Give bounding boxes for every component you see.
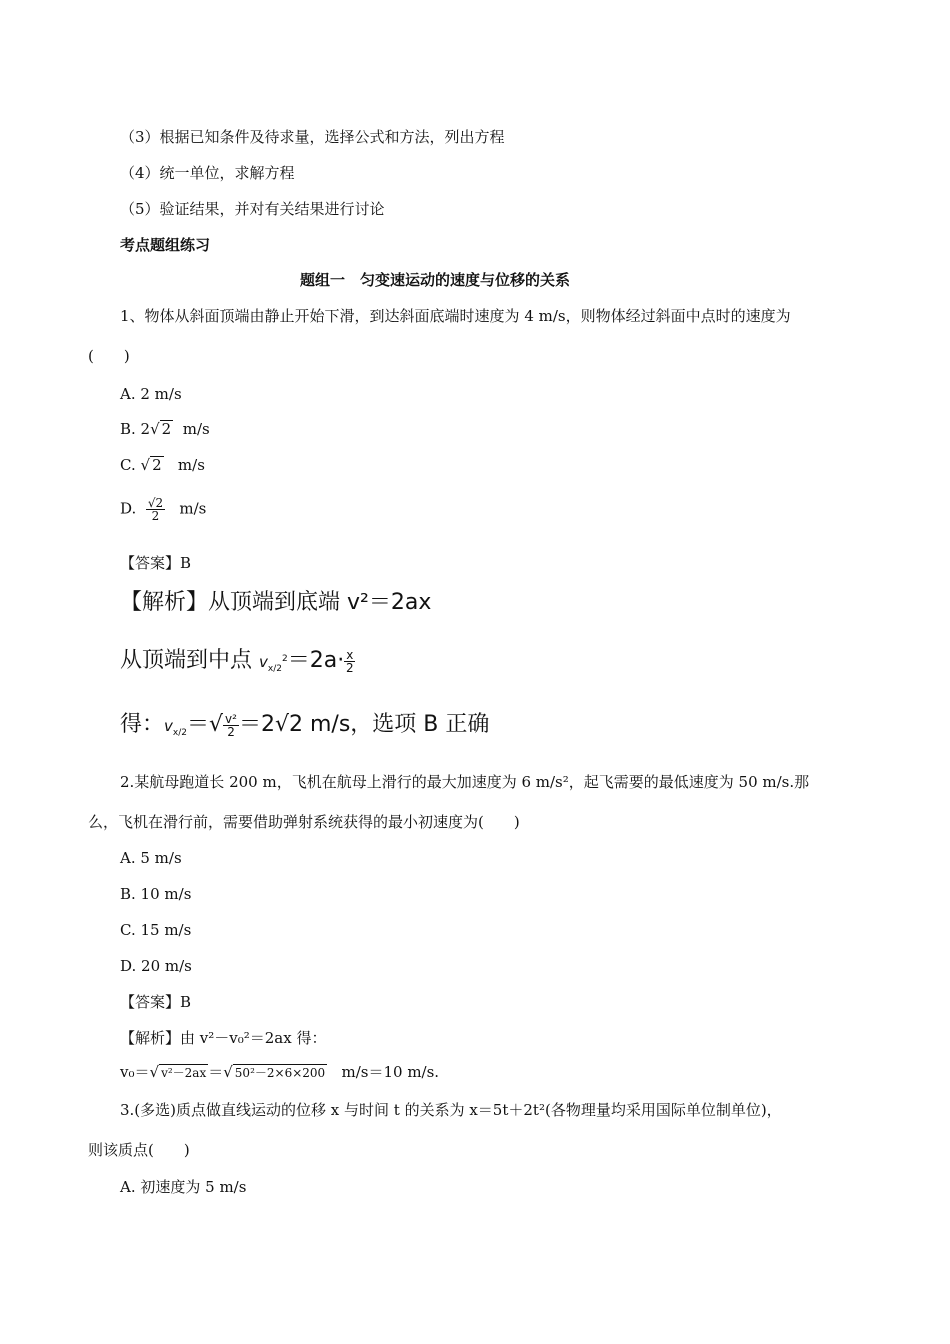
q2-option-d: D. 20 m/s (120, 957, 192, 975)
q1-analysis2-formula: ＝2a· (287, 648, 345, 673)
q1-option-a: A. 2 m/s (120, 385, 182, 403)
step-5: （5）验证结果，并对有关结果进行讨论 (120, 200, 385, 218)
q1-answer: 【答案】B (120, 554, 192, 572)
q1-option-d (120, 497, 206, 522)
q2-analysis-line2 (120, 1062, 439, 1082)
q1-option-b-prefix: B. 2 (120, 420, 151, 438)
q1-analysis2-frac-den: 2 (345, 660, 354, 675)
q2-analysis2-suffix: m/s＝10 m/s. (341, 1063, 440, 1081)
q1-option-d-num: √2 (147, 496, 164, 510)
q1-option-c-root: 2 (152, 456, 162, 474)
sqrt-symbol: √ (223, 1063, 233, 1081)
q1-option-d-prefix: D. (120, 499, 137, 518)
q1-analysis2-prefix: 从顶端到中点 (120, 648, 253, 673)
q2-stem-line2: 么，飞机在滑行前，需要借助弹射系统获得的最小初速度为( ) (88, 813, 520, 831)
sqrt-symbol: √ (150, 420, 160, 438)
q3-option-a: A. 初速度为 5 m/s (120, 1178, 247, 1196)
q2-stem-line1: 2.某航母跑道长 200 m，飞机在航母上滑行的最大加速度为 6 m/s²，起飞需要的最低速度为 50 m/s.那 (120, 773, 810, 791)
q2-analysis2-mid: ＝ (208, 1063, 224, 1081)
v-squared: v² (225, 711, 237, 726)
q2-analysis-line1: 【解析】由 v²－v₀²＝2ax 得： (120, 1029, 327, 1047)
q1-option-b-unit: m/s (182, 420, 210, 438)
q1-analysis2-fraction (344, 649, 355, 674)
q1-analysis2-frac-num: x (346, 647, 354, 662)
step-4: （4）统一单位，求解方程 (120, 164, 295, 182)
q1-stem-line1: 1、物体从斜面顶端由静止开始下滑，到达斜面底端时速度为 4 m/s，则物体经过斜面中点时的速度为 (120, 307, 791, 325)
v-squared-half-fraction (223, 713, 239, 738)
q1-analysis3-formula: ＝2√2 m/s，选项 B 正确 (238, 712, 490, 737)
sqrt-symbol: √ (140, 456, 151, 474)
q2-answer: 【答案】B (120, 993, 192, 1011)
v-half-symbol: $v_{x/2}$ (164, 717, 187, 738)
q3-stem-line1: 3.(多选)质点做直线运动的位移 x 与时间 t 的关系为 x＝5t＋2t²(各物理量均采用国际单位制单位)， (120, 1101, 782, 1119)
step-3: （3）根据已知条件及待求量，选择公式和方法，列出方程 (120, 128, 505, 146)
q2-analysis2-root2: 50²－2×6×200 (234, 1066, 326, 1080)
q3-stem-line2: 则该质点( ) (88, 1141, 190, 1159)
group-title: 题组一 匀变速运动的速度与位移的关系 (300, 271, 571, 289)
q1-option-d-fraction (146, 497, 165, 522)
v-half-symbol: $v_{x/2}^2$ (259, 653, 288, 674)
q2-analysis2-prefix: v₀＝ (120, 1063, 150, 1081)
q1-analysis-line1 (120, 588, 431, 618)
q1-analysis3-prefix: 得： (120, 712, 165, 737)
q2-analysis2-root1: v²－2ax (161, 1066, 207, 1080)
q2-option-a: A. 5 m/s (120, 849, 182, 867)
q1-option-b-root: 2 (161, 420, 172, 438)
q1-option-d-unit: m/s (179, 499, 207, 518)
q1-stem-line2: ( ) (88, 347, 130, 365)
sqrt-symbol: √ (209, 712, 224, 737)
two: 2 (227, 724, 235, 739)
sqrt-symbol: √ (149, 1063, 160, 1081)
q1-option-c-unit: m/s (177, 456, 205, 474)
q1-analysis1-formula: v²＝2ax (347, 590, 432, 615)
section-title: 考点题组练习 (120, 236, 211, 254)
q1-option-b (120, 419, 210, 439)
q1-option-d-den: 2 (151, 509, 160, 523)
q1-option-c (120, 455, 205, 475)
q1-option-c-prefix: C. (120, 456, 136, 474)
q1-analysis-line2 (120, 646, 355, 677)
q1-analysis1-prefix: 【解析】从顶端到底端 (120, 590, 341, 615)
q1-analysis-line3: 得：$v_{x/2}=√$ $\frac{\text{v²}}{2}$ ＝2√2 m/s，选项 B 正确 (120, 711, 490, 739)
q2-option-c: C. 15 m/s (120, 921, 192, 939)
q2-option-b: B. 10 m/s (120, 885, 192, 903)
